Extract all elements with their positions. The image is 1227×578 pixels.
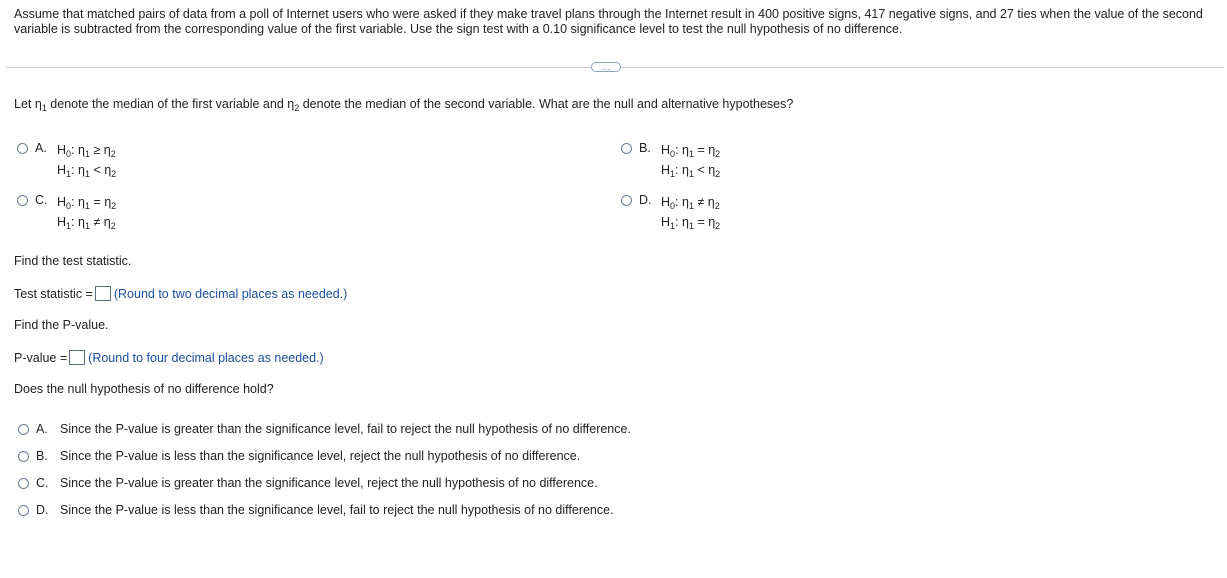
conclusion-option-c[interactable]: C. Since the P-value is greater than the significance level, reject the null hypothesis of no difference.: [18, 476, 598, 490]
find-test-statistic-prompt: Find the test statistic.: [14, 254, 132, 268]
radio-button[interactable]: [18, 424, 29, 435]
null-hypothesis-question: Does the null hypothesis of no difference hold?: [14, 382, 274, 396]
p-value-hint: (Round to four decimal places as needed.): [88, 351, 324, 365]
alternative-hypothesis: $H_1$: $\eta_1 \ne \eta_2$: [57, 215, 116, 231]
alternative-hypothesis: $H_1$: $\eta_1 = \eta_2$: [661, 215, 721, 231]
conclusion-option-a[interactable]: A. Since the P-value is greater than the significance level, fail to reject the null hypothesis of no difference.: [18, 422, 631, 436]
test-statistic-label: Test statistic =: [14, 287, 93, 301]
null-hypothesis: $H_0$: $\eta_1 = \eta_2$: [661, 143, 721, 159]
find-p-value-prompt: Find the P-value.: [14, 318, 109, 332]
hypotheses-question: Let $\eta_1$ denote the median of the first variable and $\eta_2$ denote the median of the second variable. What are the null and alternative hypotheses?: [14, 97, 794, 113]
expand-more-button[interactable]: …: [591, 62, 621, 72]
conclusion-option-b[interactable]: B. Since the P-value is less than the significance level, reject the null hypothesis of no difference.: [18, 449, 580, 463]
test-statistic-row: [14, 286, 347, 301]
null-hypothesis: $H_0$: $\eta_1 = \eta_2$: [57, 195, 117, 211]
alternative-hypothesis: $H_1$: $\eta_1 < \eta_2$: [57, 163, 117, 179]
p-value-input[interactable]: [69, 350, 85, 365]
null-hypothesis: $H_0$: $\eta_1 \ge \eta_2$: [57, 143, 116, 159]
hypothesis-option-b[interactable]: B. $H_0$: $\eta_1 = \eta_2$ $H_1$: $\eta_1 < \eta_2$: [621, 141, 720, 181]
radio-button[interactable]: [18, 478, 29, 489]
p-value-row: [14, 350, 324, 365]
hypothesis-option-c[interactable]: C. $H_0$: $\eta_1 = \eta_2$ $H_1$: $\eta_1 \ne \eta_2$: [17, 193, 116, 233]
radio-button[interactable]: [18, 451, 29, 462]
test-statistic-input[interactable]: [95, 286, 111, 301]
test-statistic-hint: (Round to two decimal places as needed.): [113, 287, 348, 301]
alternative-hypothesis: $H_1$: $\eta_1 < \eta_2$: [661, 163, 721, 179]
radio-button[interactable]: [17, 195, 28, 206]
null-hypothesis: $H_0$: $\eta_1 \ne \eta_2$: [661, 195, 720, 211]
radio-button[interactable]: [621, 195, 632, 206]
radio-button[interactable]: [621, 143, 632, 154]
radio-button[interactable]: [18, 505, 29, 516]
radio-button[interactable]: [17, 143, 28, 154]
conclusion-option-d[interactable]: D. Since the P-value is less than the significance level, fail to reject the null hypothesis of no difference.: [18, 503, 614, 517]
problem-statement: Assume that matched pairs of data from a poll of Internet users who were asked if they make travel plans through the Internet result in 400 positive signs, 417 negative signs, and 27 ties when the value of the second variable is subtracted from the corresponding value of the first variable. Use the sign test with a 0.10 significance level to test the null hypothesis of no difference.: [14, 7, 1203, 36]
hypothesis-option-a[interactable]: A. $H_0$: $\eta_1 \ge \eta_2$ $H_1$: $\eta_1 < \eta_2$: [17, 141, 116, 181]
p-value-label: P-value =: [14, 351, 68, 365]
hypothesis-option-d[interactable]: D. $H_0$: $\eta_1 \ne \eta_2$ $H_1$: $\eta_1 = \eta_2$: [621, 193, 720, 233]
